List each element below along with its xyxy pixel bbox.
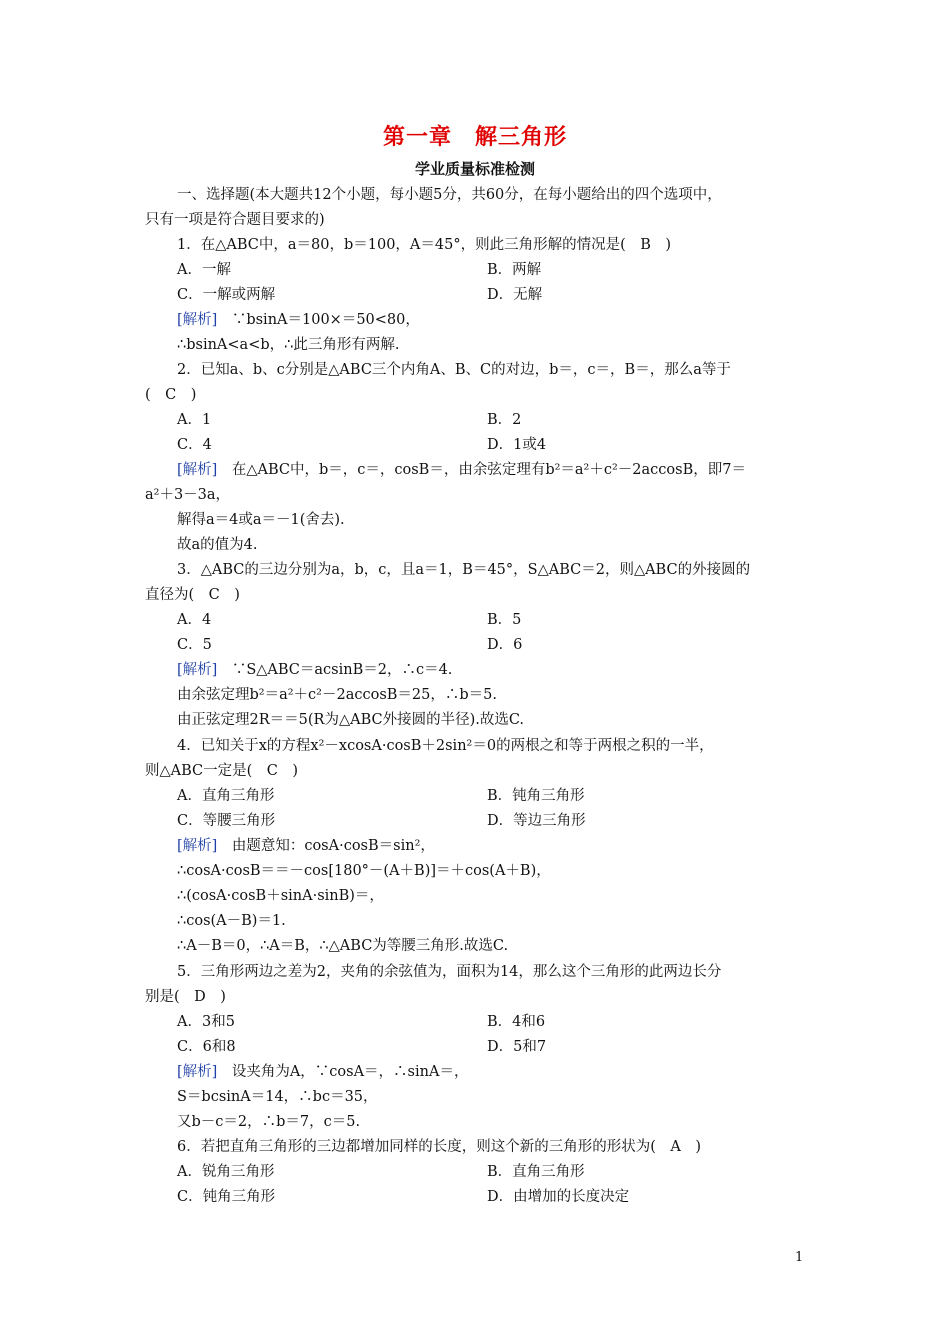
q1-option-d: D．无解 (487, 287, 543, 303)
q4-analysis-line: ∴cos(A－B)＝1. (177, 913, 286, 929)
section-intro-line: 一、选择题(本大题共12个小题，每小题5分，共60分，在每小题给出的四个选项中， (177, 187, 722, 203)
q5-stem: 5．三角形两边之差为2，夹角的余弦值为，面积为14，那么这个三角形的此两边长分 (177, 964, 722, 980)
q4-analysis-line: ∴(cosA·cosB＋sinA·sinB)＝， (177, 888, 384, 904)
q1-analysis-line: ∴bsinA<a<b，∴此三角形有两解. (177, 337, 400, 353)
q5-option-d: D．5和7 (487, 1039, 547, 1055)
q3-analysis-line: 由正弦定理2R＝＝5(R为△ABC外接圆的半径).故选C. (177, 712, 525, 728)
q6-option-c: C．钝角三角形 (177, 1189, 276, 1205)
q6-option-b: B．直角三角形 (487, 1164, 585, 1180)
q4-option-a: A．直角三角形 (177, 788, 275, 804)
q4-stem: 4．已知关于x的方程x²－xcosA·cosB＋2sin²＝0的两根之和等于两根之积的一半， (177, 738, 714, 754)
analysis-tag: [解析] (177, 838, 218, 854)
q3-option-b: B．5 (487, 612, 522, 628)
q4-option-b: B．钝角三角形 (487, 788, 585, 804)
q2-option-a: A．1 (177, 412, 212, 428)
q1-option-a: A．一解 (177, 262, 231, 278)
page-number: 1 (795, 1250, 804, 1265)
q2-option-c: C．4 (177, 437, 212, 453)
chapter-title: 第一章 解三角形 (382, 124, 567, 150)
q3-stem: 3．△ABC的三边分别为a，b，c，且a＝1，B＝45°，S△ABC＝2，则△ABC的外接圆的 (177, 562, 751, 578)
q3-stem: 直径为( C ) (145, 587, 240, 603)
q6-option-d: D．由增加的长度决定 (487, 1189, 630, 1205)
q1-option-c: C．一解或两解 (177, 287, 276, 303)
q6-stem: 6．若把直角三角形的三边都增加同样的长度，则这个新的三角形的形状为( A ) (177, 1139, 702, 1155)
q5-analysis-line: S＝bcsinA＝14，∴bc＝35， (177, 1089, 378, 1105)
analysis-tag: [解析] (177, 662, 218, 678)
q2-stem: ( C ) (145, 387, 197, 403)
q5-option-a: A．3和5 (177, 1014, 235, 1030)
q2-analysis-line: 故a的值为4. (177, 537, 258, 553)
analysis-tag: [解析] (177, 312, 218, 328)
q5-option-b: B．4和6 (487, 1014, 546, 1030)
q4-analysis-line: ∴cosA·cosB＝＝－cos[180°－(A＋B)]＝＋cos(A＋B)， (177, 863, 551, 879)
q1-option-b: B．两解 (487, 262, 542, 278)
q2-stem: 2．已知a、b、c分别是△ABC三个内角A、B、C的对边，b＝，c＝，B＝，那么a等于 (177, 362, 731, 378)
q2-analysis-line: 解得a＝4或a＝－1(舍去). (177, 512, 345, 528)
q2-analysis-line: [解析] 在△ABC中，b＝，c＝，cosB＝，由余弦定理有b²＝a²＋c²－2accosB，即7＝ (177, 462, 746, 478)
q1-analysis-line: [解析] ∵bsinA＝100×＝50<80， (177, 312, 420, 328)
q6-option-a: A．锐角三角形 (177, 1164, 275, 1180)
q3-option-c: C．5 (177, 637, 212, 653)
q2-option-d: D．1或4 (487, 437, 547, 453)
q5-stem: 别是( D ) (145, 989, 226, 1005)
q3-analysis-line: 由余弦定理b²＝a²＋c²－2accosB＝25，∴b＝5. (177, 687, 497, 703)
q5-option-c: C．6和8 (177, 1039, 236, 1055)
section-intro-line: 只有一项是符合题目要求的) (145, 212, 325, 228)
q4-stem: 则△ABC一定是( C ) (145, 763, 299, 779)
q4-option-c: C．等腰三角形 (177, 813, 276, 829)
q4-option-d: D．等边三角形 (487, 813, 586, 829)
q2-analysis-line: a²＋3－3a， (145, 487, 231, 503)
q3-option-a: A．4 (177, 612, 212, 628)
q4-analysis-line: ∴A－B＝0，∴A＝B，∴△ABC为等腰三角形.故选C. (177, 938, 509, 954)
q2-option-b: B．2 (487, 412, 522, 428)
test-subtitle: 学业质量标准检测 (414, 160, 535, 178)
q4-analysis-line: [解析] 由题意知：cosA·cosB＝sin²， (177, 838, 435, 854)
analysis-tag: [解析] (177, 462, 218, 478)
q3-analysis-line: [解析] ∵S△ABC＝acsinB＝2，∴c＝4. (177, 662, 453, 678)
analysis-tag: [解析] (177, 1064, 218, 1080)
q5-analysis-line: [解析] 设夹角为A，∵cosA＝，∴sinA＝， (177, 1064, 469, 1080)
q5-analysis-line: 又b－c＝2，∴b＝7，c＝5. (177, 1114, 361, 1130)
q1-stem: 1．在△ABC中，a＝80，b＝100，A＝45°，则此三角形解的情况是( B ) (177, 237, 672, 253)
q3-option-d: D．6 (487, 637, 523, 653)
